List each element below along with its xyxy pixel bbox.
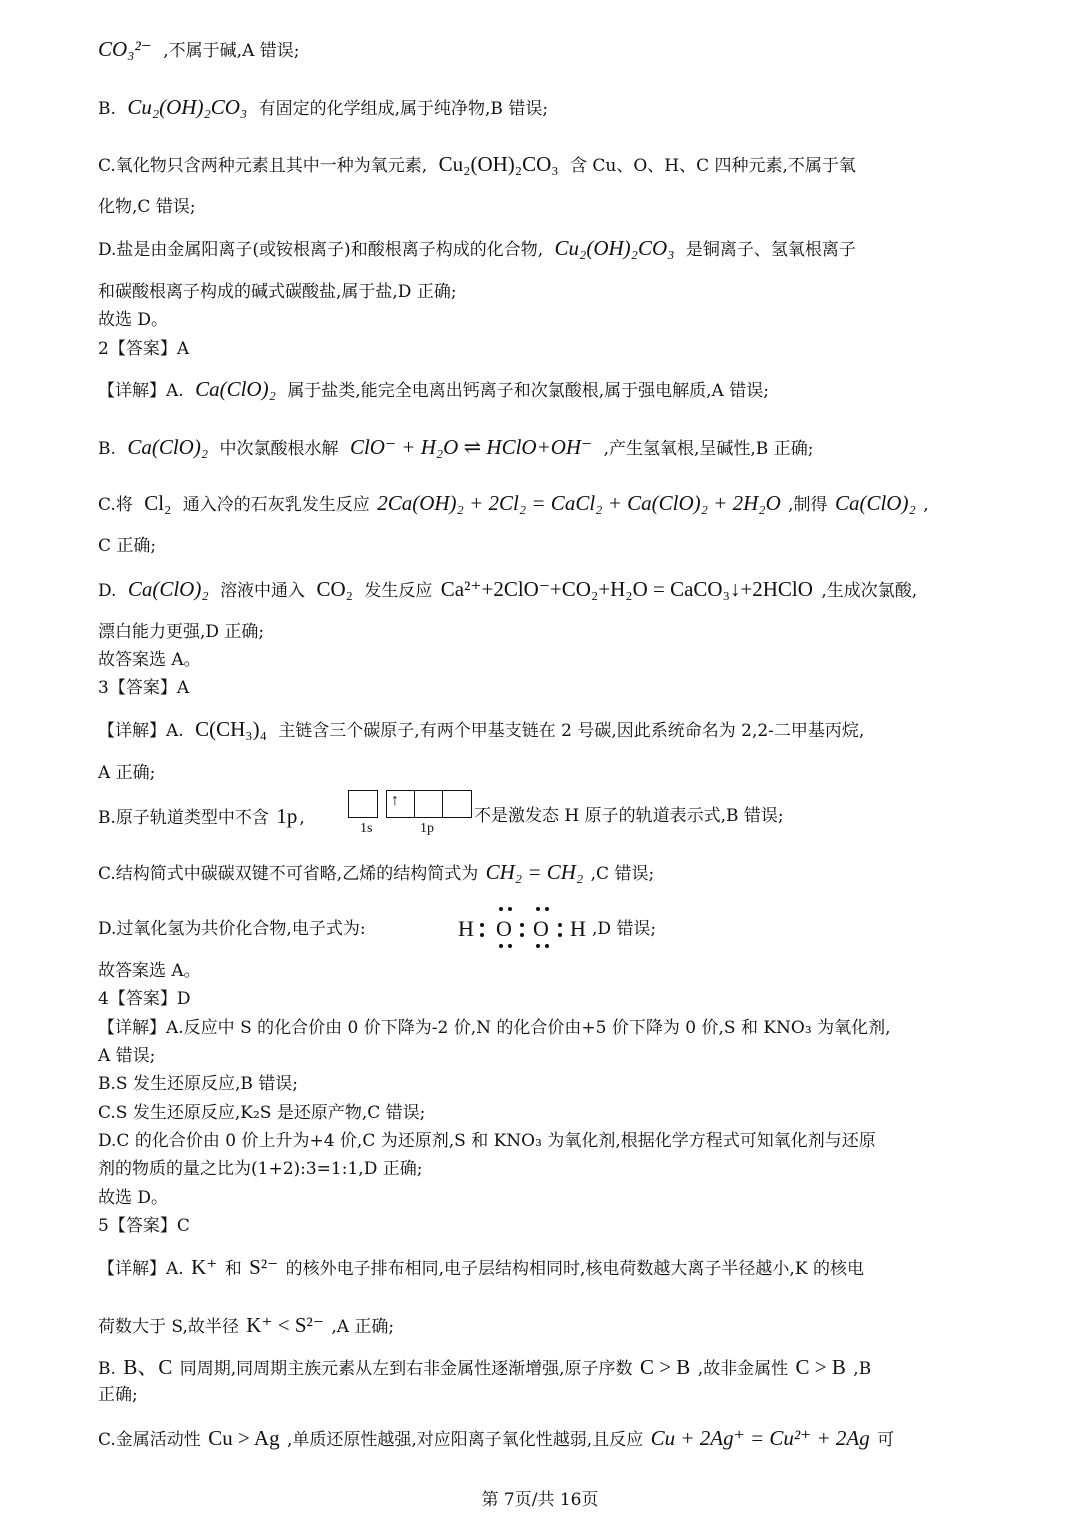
text: 是铜离子、氢氧根离子: [685, 240, 856, 260]
text: 故选 D。: [98, 310, 169, 330]
electron-dot: [536, 907, 540, 911]
text-line: [98, 1102, 984, 1124]
text: 荷数大于 S,故半径: [98, 1317, 239, 1337]
orbital-box-1s: [348, 790, 378, 818]
text-line: [98, 535, 984, 557]
electron-dot: [520, 923, 524, 927]
text: ,: [923, 495, 929, 515]
text: 的核外电子排布相同,电子层结构相同时,核电荷数越大离子半径越小,K 的核电: [285, 1259, 864, 1279]
text: 3【答案】A: [98, 678, 190, 698]
text: ,B: [853, 1359, 872, 1379]
text: B.原子轨道类型中不含: [98, 808, 269, 828]
orbital-label: 1p: [420, 821, 434, 836]
text: 主链含三个碳原子,有两个甲基支链在 2 号碳,因此系统命名为 2,2-二甲基丙烷,: [278, 721, 865, 741]
text-line: [98, 1187, 984, 1209]
electron-dot: [508, 944, 512, 948]
text-line: [98, 196, 984, 218]
text: ,故非金属性: [697, 1359, 789, 1379]
text-line: [98, 861, 984, 885]
answer-heading: [98, 1215, 984, 1237]
text-line: [98, 1130, 984, 1152]
text: B.: [98, 1359, 116, 1379]
text: 【详解】A.: [98, 721, 184, 741]
formula: K⁺ < S²⁻: [246, 1313, 324, 1337]
text: 同周期,同周期主族元素从左到右非金属性逐渐增强,原子序数: [179, 1359, 633, 1379]
text-line: [98, 492, 984, 516]
text: ,产生氢氧根,呈碱性,B 正确;: [603, 439, 814, 459]
text: 含 Cu、O、H、C 四种元素,不属于氧: [570, 156, 856, 176]
text: D.: [98, 581, 117, 601]
formula: CO₂: [316, 577, 353, 601]
text-line: [98, 153, 984, 177]
text-line: [98, 281, 984, 303]
electron-dot: [480, 933, 484, 937]
formula: CO₃²⁻: [98, 37, 152, 61]
text-line: [98, 1158, 984, 1180]
formula: Ca(ClO)₂: [127, 577, 209, 601]
electron-dot: [480, 923, 484, 927]
text: ,D 错误;: [592, 919, 657, 939]
text: 2【答案】A: [98, 339, 190, 359]
text: B.S 发生还原反应,B 错误;: [98, 1074, 298, 1094]
text: 和: [224, 1259, 242, 1279]
formula: Cu₂(OH)₂CO₃: [554, 236, 675, 260]
text: A 正确;: [98, 763, 156, 783]
electron-dot: [558, 923, 562, 927]
text-line: [98, 578, 984, 602]
text: B.: [98, 99, 116, 119]
formula: Cu₂(OH)₂CO₃: [127, 95, 248, 119]
text-line: [98, 960, 984, 982]
formula: CH₂ = CH₂: [485, 860, 584, 884]
formula: C > B: [795, 1355, 846, 1379]
text: C.结构简式中碳碳双键不可省略,乙烯的结构简式为: [98, 864, 479, 884]
text: C 正确;: [98, 536, 157, 556]
text-line: [98, 96, 984, 120]
orbital-label: 1s: [360, 821, 373, 836]
text-line: [98, 1384, 984, 1406]
formula: Ca²⁺+2ClO⁻+CO₂+H₂O = CaCO₃↓+2HClO: [440, 577, 813, 601]
formula: Ca(ClO)₂: [195, 377, 276, 401]
electron-dot: [545, 944, 549, 948]
text-line: [98, 237, 984, 261]
text: 中次氯酸根水解: [219, 439, 339, 459]
text: 属于盐类,能完全电离出钙离子和次氯酸根,属于强电解质,A 错误;: [287, 381, 769, 401]
formula: Ca(ClO)₂: [127, 435, 209, 459]
formula: K⁺: [191, 1255, 218, 1279]
text-line: [98, 1073, 984, 1095]
electron-dot: [508, 907, 512, 911]
atom: O: [533, 916, 549, 941]
text: 不是激发态 H 原子的轨道表示式,B 错误;: [474, 806, 784, 826]
text: 【详解】A.: [98, 1259, 184, 1279]
answer-heading: [98, 677, 984, 699]
text: A 错误;: [98, 1046, 156, 1066]
electron-dot: [499, 944, 503, 948]
electron-arrow: ↑: [391, 792, 399, 809]
orbital-box-1p: [442, 790, 472, 818]
text-line: [98, 1314, 984, 1338]
text: 故答案选 A。: [98, 650, 201, 670]
text: 化物,C 错误;: [98, 197, 196, 217]
text: 通入冷的石灰乳发生反应: [182, 495, 370, 515]
text-line: [98, 1256, 984, 1280]
text-line: [98, 1427, 984, 1451]
text: C.将: [98, 495, 133, 515]
answer-heading: [98, 338, 984, 360]
text: 【详解】A.反应中 S 的化合价由 0 价下降为-2 价,N 的化合价由+5 价下降为 0 价,S 和 KNO₃ 为氧化剂,: [98, 1018, 891, 1038]
text: ,A 正确;: [331, 1317, 395, 1337]
text: 有固定的化学组成,属于纯净物,B 错误;: [258, 99, 549, 119]
atom: H: [570, 916, 586, 941]
text: 可: [877, 1430, 895, 1450]
electron-dot: [536, 944, 540, 948]
electron-dot: [545, 907, 549, 911]
formula: ClO⁻ + H₂O ⇌ HClO+OH⁻: [349, 435, 593, 459]
text: 【详解】A.: [98, 381, 184, 401]
text-line: [98, 649, 984, 671]
text: C.S 发生还原反应,K₂S 是还原产物,C 错误;: [98, 1103, 426, 1123]
text: B.: [98, 439, 116, 459]
text: C.氧化物只含两种元素且其中一种为氧元素,: [98, 156, 428, 176]
page-number: 第 7页/共 16页: [481, 1490, 599, 1510]
electron-dot: [558, 933, 562, 937]
text: 漂白能力更强,D 正确;: [98, 622, 265, 642]
text: 发生反应: [364, 581, 433, 601]
text-line: [98, 718, 984, 742]
text: 正确;: [98, 1385, 138, 1405]
text: 溶液中通入: [220, 581, 306, 601]
formula: 1p: [276, 804, 298, 828]
formula: Cu₂(OH)₂CO₃: [438, 152, 559, 176]
text: 故答案选 A。: [98, 961, 201, 981]
text-line: [98, 309, 984, 331]
text: 和碳酸根离子构成的碱式碳酸盐,属于盐,D 正确;: [98, 282, 457, 302]
formula: Ca(ClO)₂: [834, 491, 916, 515]
formula: Cu + 2Ag⁺ = Cu²⁺ + 2Ag: [650, 1426, 870, 1450]
text: C.金属活动性: [98, 1430, 201, 1450]
text: D.C 的化合价由 0 价上升为+4 价,C 为还原剂,S 和 KNO₃ 为氧化剂,根据化学方程式可知氧化剂与还原: [98, 1131, 876, 1151]
text-line: [98, 1356, 984, 1380]
answer-heading: [98, 988, 984, 1010]
text: ,: [299, 808, 305, 828]
atom: H: [458, 916, 474, 941]
text-line: [98, 1017, 984, 1039]
text: 故选 D。: [98, 1188, 169, 1208]
formula: 2Ca(OH)₂ + 2Cl₂ = CaCl₂ + Ca(ClO)₂ + 2H₂O: [377, 491, 781, 515]
text: 5【答案】C: [98, 1216, 190, 1236]
orbital-box-1p: [414, 790, 444, 818]
formula: B、C: [123, 1355, 173, 1379]
text: ,C 错误;: [590, 864, 655, 884]
text-line: [98, 38, 984, 62]
formula: Cu > Ag: [208, 1426, 280, 1450]
text: ,单质还原性越强,对应阳离子氧化性越弱,且反应: [286, 1430, 644, 1450]
formula: C(CH₃)₄: [195, 717, 267, 741]
text: D.过氧化氢为共价化合物,电子式为:: [98, 919, 366, 939]
electron-dot: [499, 907, 503, 911]
text: 剂的物质的量之比为(1+2):3=1:1,D 正确;: [98, 1159, 423, 1179]
formula: S²⁻: [249, 1255, 279, 1279]
text-line: [98, 762, 984, 784]
text: 4【答案】D: [98, 989, 191, 1009]
text-line: [592, 918, 984, 940]
text-line: [98, 436, 984, 460]
text: D.盐是由金属阳离子(或铵根离子)和酸根离子构成的化合物,: [98, 240, 544, 260]
atom: O: [496, 916, 512, 941]
formula: Cl₂: [144, 491, 172, 515]
text: ,生成次氯酸,: [821, 581, 918, 601]
text: ,不属于碱,A 错误;: [163, 41, 300, 61]
text: ,制得: [788, 495, 828, 515]
electron-dot: [520, 933, 524, 937]
text-line: [98, 378, 984, 402]
text-line: [98, 1045, 984, 1067]
text-line: [474, 805, 984, 827]
formula: C > B: [639, 1355, 691, 1379]
text-line: [98, 621, 984, 643]
orbital-diagram: [348, 790, 478, 838]
